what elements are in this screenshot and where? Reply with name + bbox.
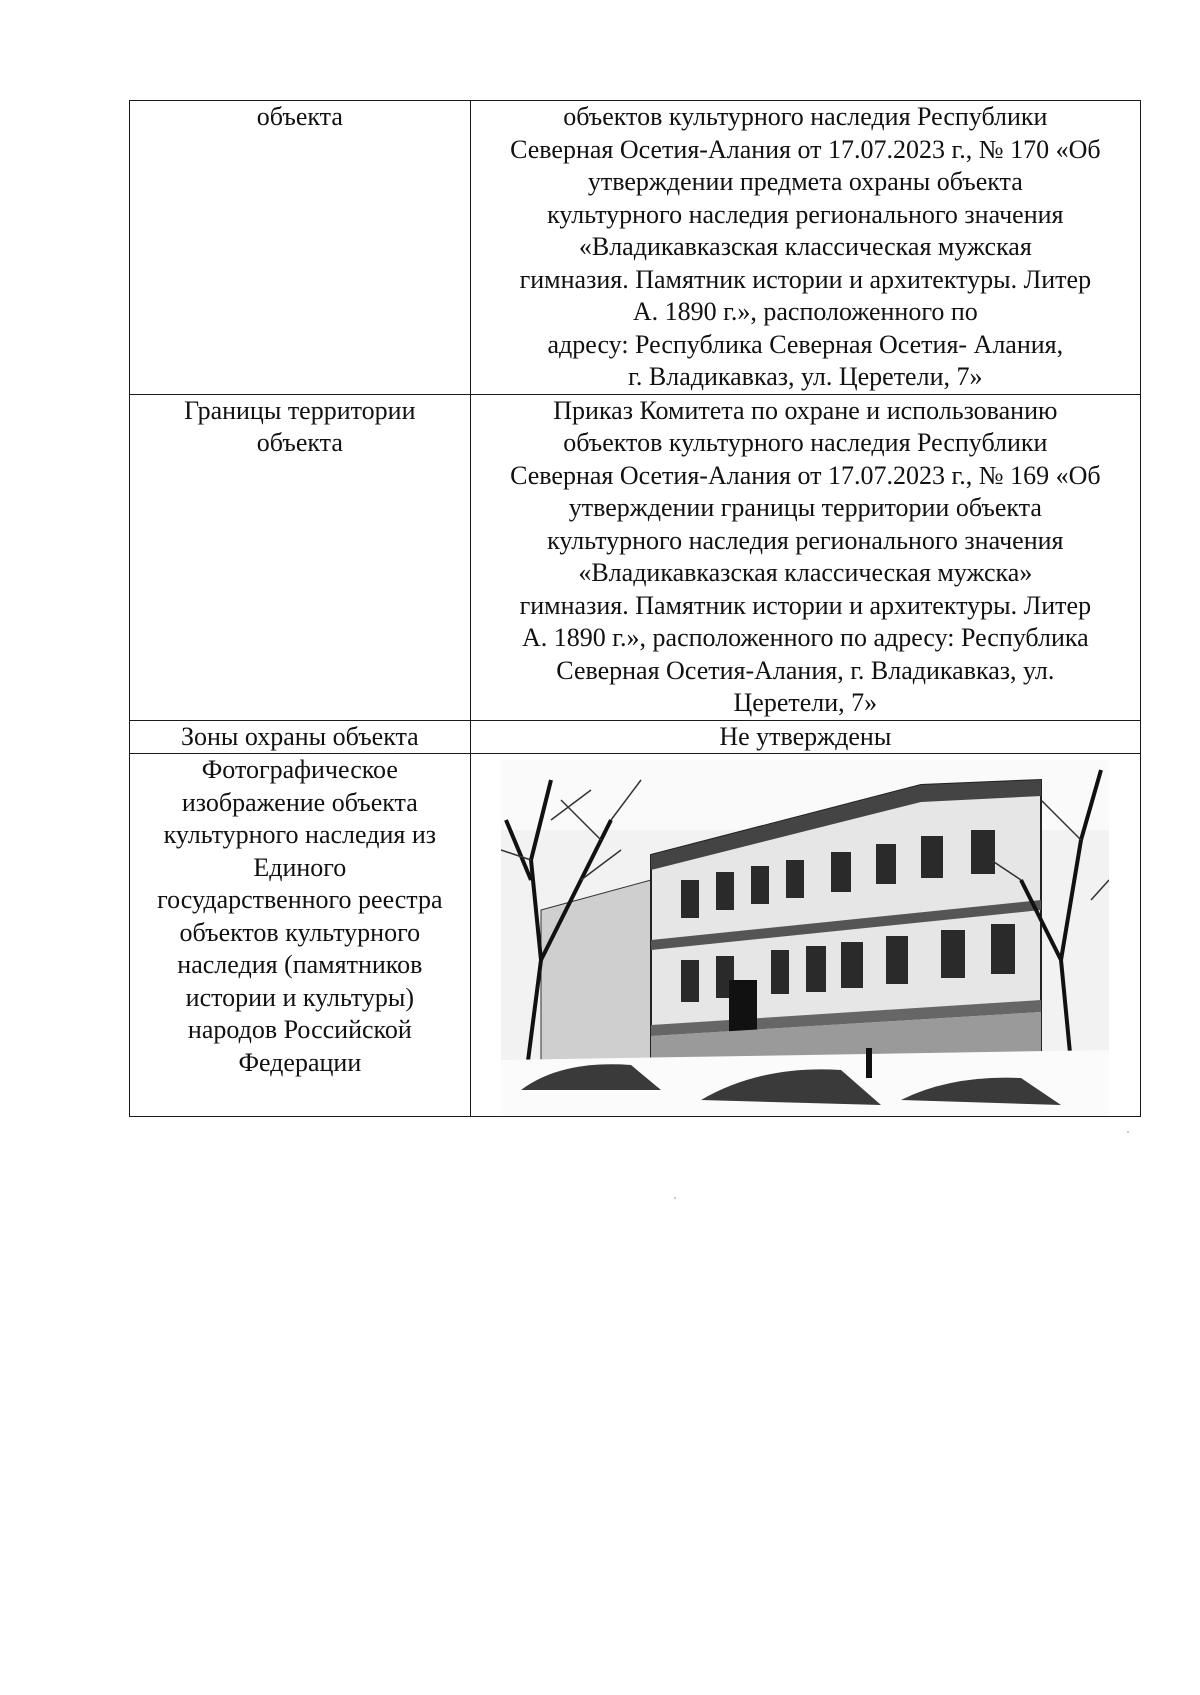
- text-line: объектов культурного: [179, 917, 421, 947]
- text-line: адресу: Республика Северная Осетия- Алания,: [547, 329, 1064, 359]
- text-line: гимназия. Памятник истории и архитектуры. Литер: [519, 590, 1092, 620]
- text-line: культурного наследия регионального значения: [547, 199, 1064, 229]
- table-row-zones: [130, 720, 1141, 754]
- cell-boundaries-label: [130, 394, 471, 720]
- text-line: культурного наследия из: [163, 820, 437, 849]
- text-line: объекта: [256, 428, 343, 457]
- text-line: Зоны охраны объекта: [180, 721, 419, 751]
- cell-photo-value: [470, 754, 1140, 1117]
- text-line: А. 1890 г.», расположенного по адресу: Республика: [522, 623, 1089, 652]
- text-line: наследия (памятников: [177, 950, 423, 979]
- text-line: Единого: [253, 852, 347, 882]
- text-line: культурного наследия регионального значения: [547, 525, 1064, 555]
- table-row-boundaries: [130, 394, 1141, 720]
- table-row-photo: [130, 754, 1141, 1117]
- building-photo-drawing: [501, 760, 1109, 1115]
- text-line: истории и культуры): [185, 982, 414, 1012]
- cell-boundaries-value: [470, 394, 1140, 720]
- cell-photo-label: [130, 754, 471, 1117]
- text-line: объекта: [256, 102, 343, 131]
- text-line: А. 1890 г.», расположенного по: [632, 297, 978, 326]
- text-line: гимназия. Памятник истории и архитектуры. Литер: [519, 264, 1092, 294]
- text-line: «Владикавказская классическая мужская: [578, 232, 1032, 261]
- text-line: Северная Осетия-Алания от 17.07.2023 г., № 170 «Об: [510, 134, 1101, 164]
- table-row-subject: [130, 101, 1141, 395]
- text-line: утверждении границы территории объекта: [568, 493, 1042, 522]
- scan-speck: [674, 1197, 676, 1199]
- text-line: Фотографическое: [201, 755, 398, 784]
- cell-subject-label: [130, 101, 471, 395]
- text-line: изображение объекта: [181, 787, 418, 817]
- text-line: Не утверждены: [719, 721, 892, 751]
- text-line: Федерации: [238, 1047, 362, 1077]
- text-line: объектов культурного наследия Республики: [563, 102, 1048, 131]
- text-line: г. Владикавказ, ул. Церетели, 7»: [628, 362, 983, 391]
- building-photo: [501, 760, 1109, 1115]
- text-line: народов Российской: [187, 1015, 412, 1044]
- text-line: Церетели, 7»: [733, 688, 878, 717]
- scan-speck: [1127, 1131, 1129, 1133]
- heritage-table: [129, 100, 1141, 1117]
- text-line: утверждении предмета охраны объекта: [587, 167, 1023, 196]
- text-line: «Владикавказская классическая мужска»: [578, 558, 1033, 587]
- cell-subject-value: [470, 101, 1140, 395]
- text-line: объектов культурного наследия Республики: [563, 428, 1048, 457]
- text-line: государственного реестра: [157, 885, 443, 914]
- text-line: Границы территории: [184, 395, 416, 425]
- text-line: Приказ Комитета по охране и использованию: [553, 395, 1058, 425]
- text-line: Северная Осетия-Алания, г. Владикавказ, ул.: [556, 655, 1055, 685]
- cell-zones-value: [470, 720, 1140, 754]
- text-line: Северная Осетия-Алания от 17.07.2023 г., № 169 «Об: [510, 460, 1101, 490]
- cell-zones-label: [130, 720, 471, 754]
